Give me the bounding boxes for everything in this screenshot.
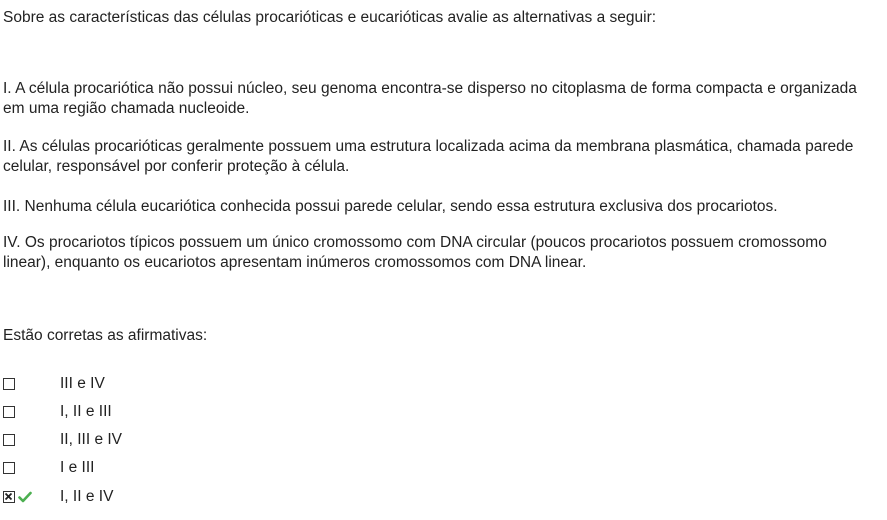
checkbox[interactable] xyxy=(3,462,15,474)
option-4[interactable] xyxy=(3,458,303,480)
option-5[interactable] xyxy=(3,487,303,509)
checkbox[interactable] xyxy=(3,378,15,390)
checkbox[interactable] xyxy=(3,434,15,446)
option-label: I, II e IV xyxy=(60,488,114,505)
option-label: III e IV xyxy=(60,375,105,392)
statement-i: I. A célula procariótica não possui núcleo, seu genoma encontra-se disperso no citoplasma de forma compacta e organizada em uma região chamada nucleoide. xyxy=(3,80,857,117)
statement-ii: II. As células procarióticas geralmente possuem uma estrutura localizada acima da membrana plasmática, chamada parede celular, responsável por conferir proteção à célula. xyxy=(3,138,854,175)
statement-iv: IV. Os procariotos típicos possuem um único cromossomo com DNA circular (poucos procariotos possuem cromossomo linear), enquanto os eucariotos apresentam inúmeros cromossomos com DNA linear. xyxy=(3,234,827,271)
option-2[interactable] xyxy=(3,402,303,424)
question-prompt: Estão corretas as afirmativas: xyxy=(3,327,208,344)
checkmark-icon xyxy=(18,491,32,503)
option-3[interactable] xyxy=(3,430,303,452)
option-label: I, II e III xyxy=(60,403,112,420)
checkbox-x-icon[interactable] xyxy=(3,491,15,503)
statement-iii: III. Nenhuma célula eucariótica conhecida possui parede celular, sendo essa estrutura exclusiva dos procariotos. xyxy=(3,198,778,215)
option-label: I e III xyxy=(60,459,95,476)
checkbox[interactable] xyxy=(3,406,15,418)
question-intro: Sobre as características das células procarióticas e eucarióticas avalie as alternativas a seguir: xyxy=(3,9,657,26)
option-label: II, III e IV xyxy=(60,431,123,448)
option-1[interactable] xyxy=(3,374,303,396)
x-mark-icon xyxy=(4,492,13,501)
